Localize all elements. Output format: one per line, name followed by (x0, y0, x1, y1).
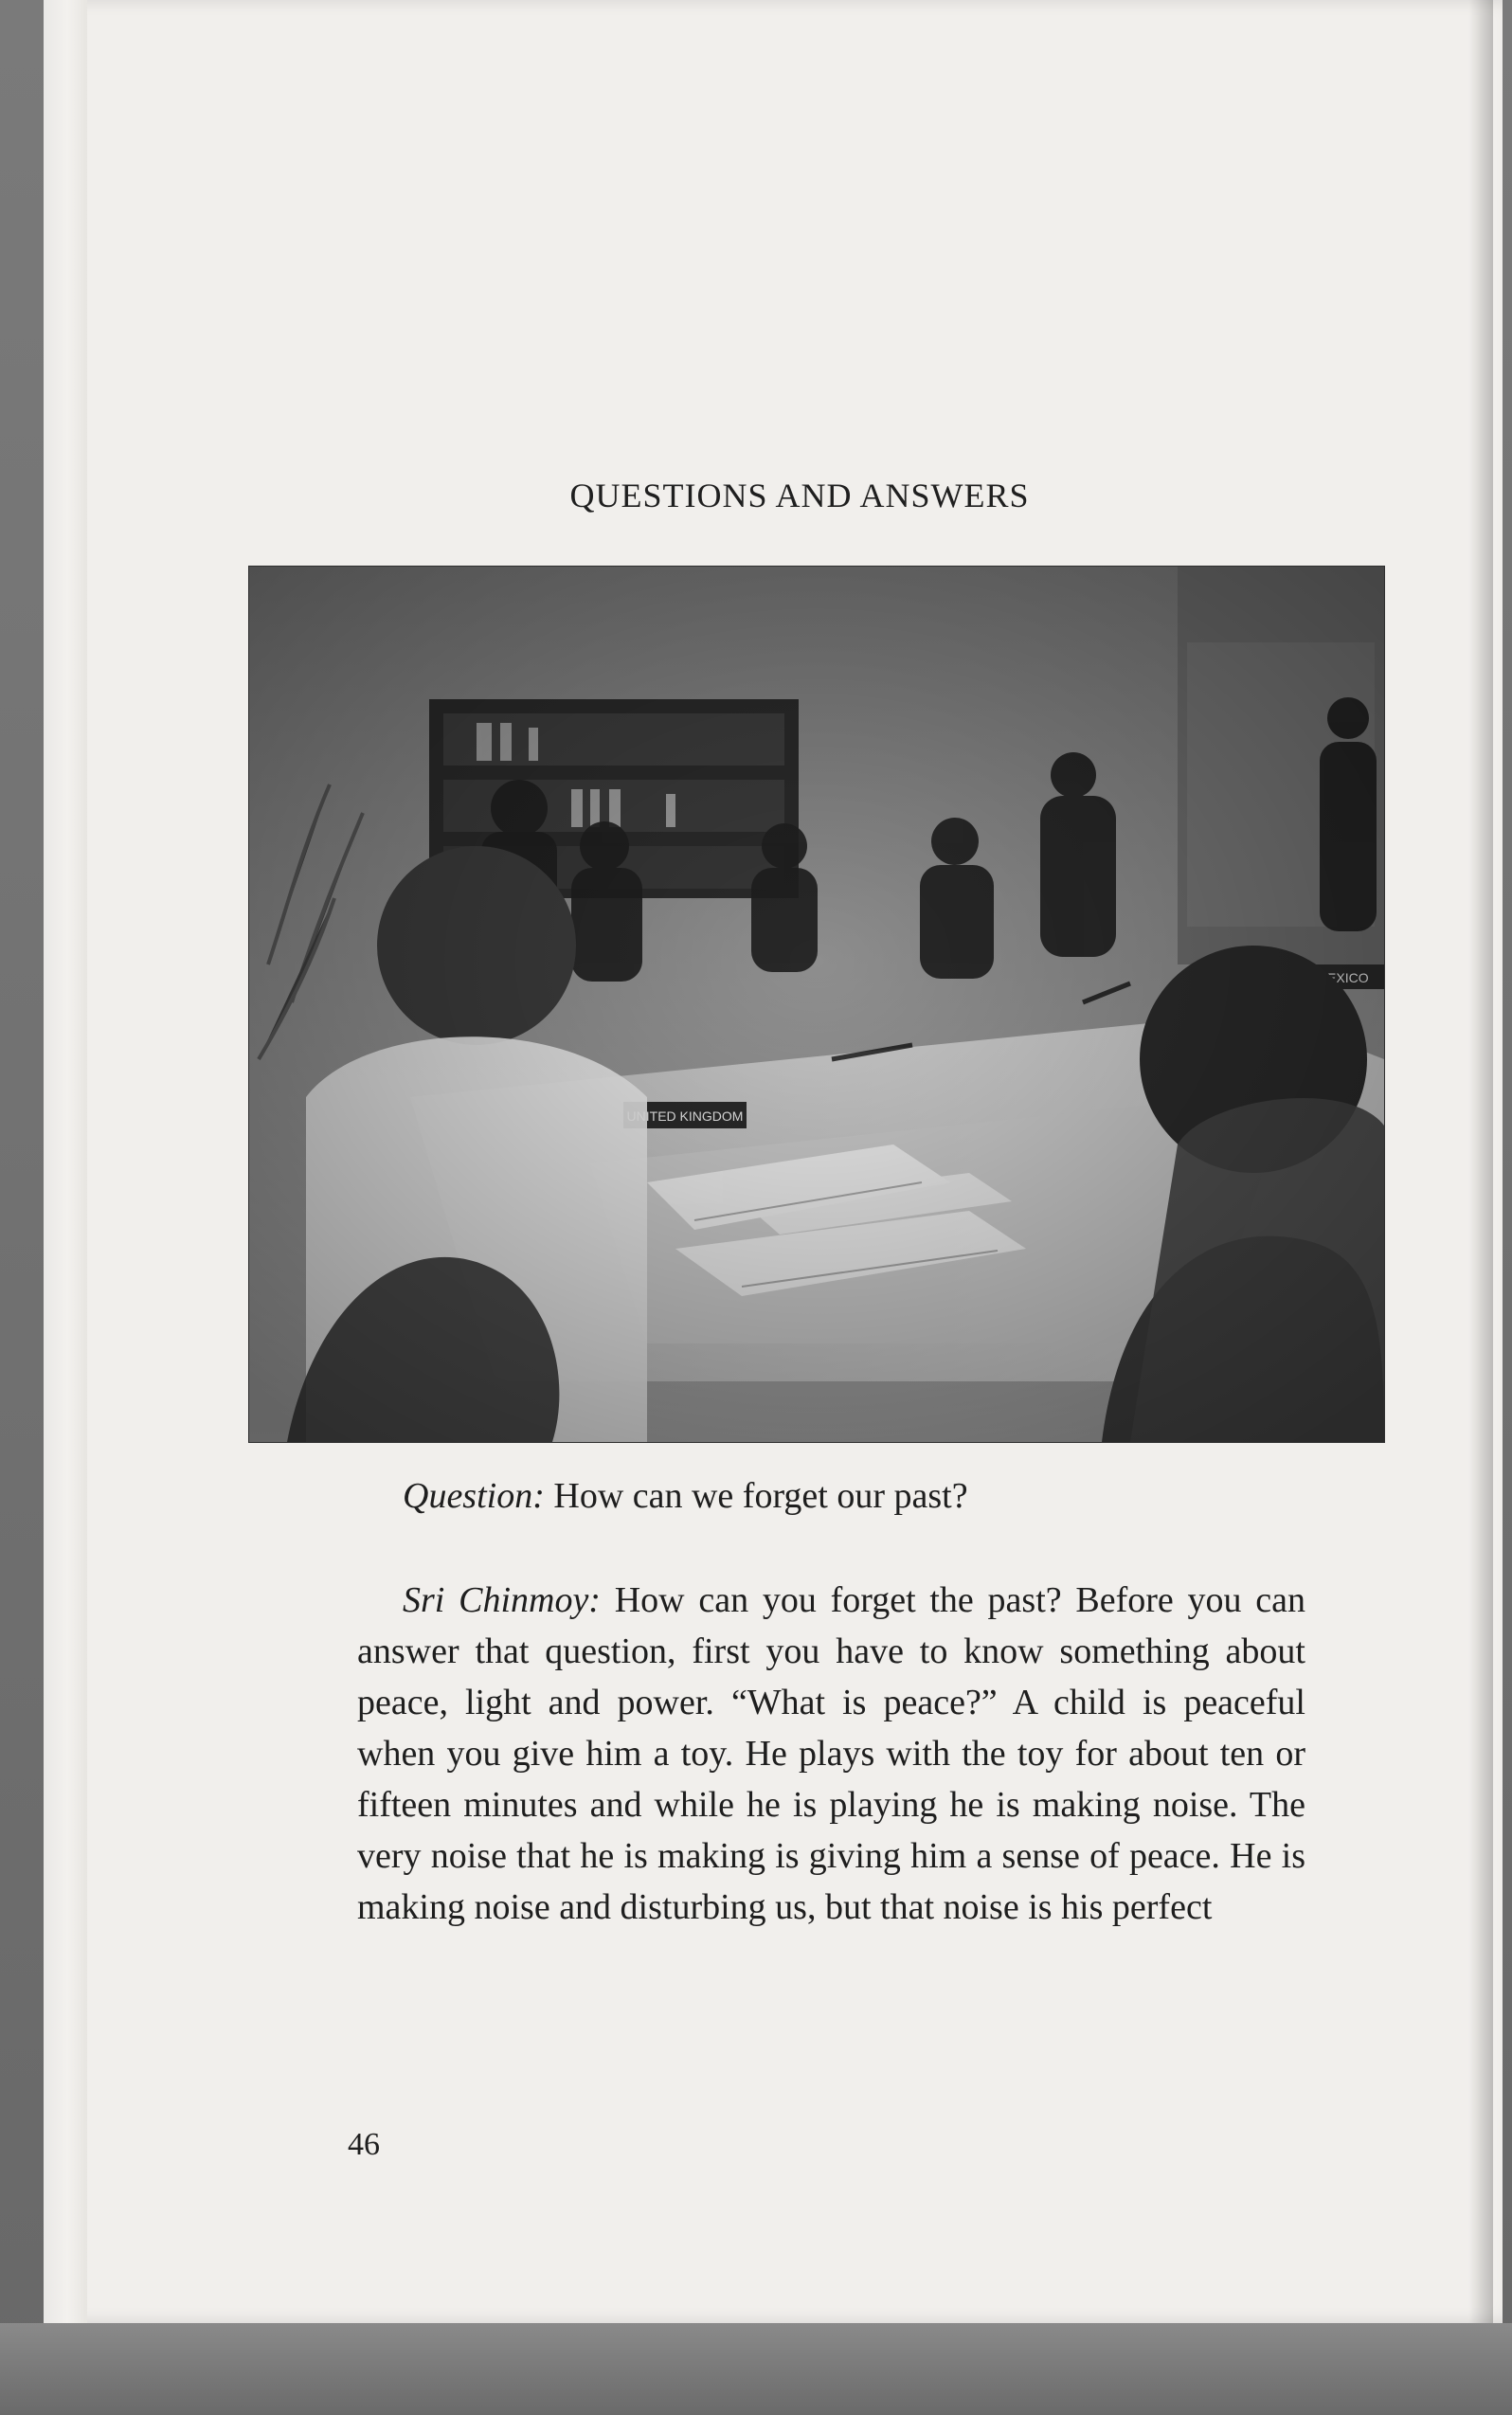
question-label: Question: (403, 1476, 545, 1516)
scan-bottom-edge (0, 2323, 1512, 2415)
meeting-photo-illustration (249, 567, 1384, 1442)
answer-label: Sri Chinmoy: (403, 1580, 601, 1620)
question-paragraph (357, 1470, 1305, 1522)
page-right-edge-shadow (1468, 0, 1493, 2323)
answer-paragraph (357, 1575, 1305, 1933)
page-number: 46 (348, 2127, 380, 2162)
question-text: How can we forget our past? (553, 1476, 968, 1516)
page-left-edge (44, 0, 87, 2323)
running-head: QUESTIONS AND ANSWERS (569, 477, 1030, 514)
meeting-photo (248, 566, 1385, 1443)
answer-text: How can you forget the past? Before you can answer that question, first you have to know something about peace, light and power. “What is peace?” A child is peaceful when you give him a toy. He plays with the toy for about ten or fifteen minutes and while he is playing he is making noise. The very noise that he is making is giving him a sense of peace. He is making noise and disturbing us, but that noise is his perfect (357, 1580, 1305, 1927)
page-sheet (44, 0, 1503, 2323)
